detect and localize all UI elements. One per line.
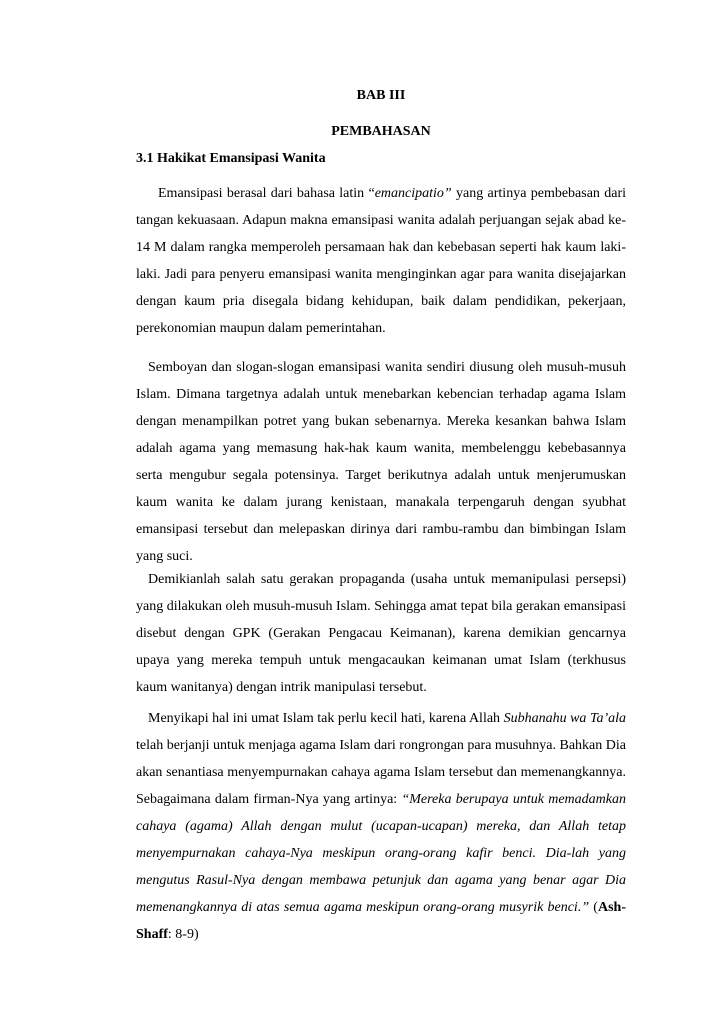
paragraph-1 [136,180,626,342]
paragraph-1-text-c: yang artinya pembebasan dari tangan kekuasaan. Adapun makna emansipasi wanita adalah perjuangan sejak abad ke-14 M dalam rangka memperoleh persamaan hak dan kebebasan seperti hak kaum laki-laki. Jadi para penyeru emansipasi wanita menginginkan agar para wanita disejajarkan dengan kaum pria disegala bidang kehidupan, baik dalam pendidikan, pekerjaan, perekonomian maupun dalam pemerintahan. [136,186,626,336]
paragraph-3: Demikianlah salah satu gerakan propaganda (usaha untuk memanipulasi persepsi) yang dilakukan oleh musuh-musuh Islam. Sehingga amat tepat bila gerakan emansipasi disebut dengan GPK (Gerakan Pengacau Keimanan), karena demikian gencarnya upaya yang mereka tempuh untuk mengacaukan keimanan umat Islam (terkhusus kaum wanitanya) dengan intrik manipulasi tersebut. [136,572,626,695]
section-title: 3.1 Hakikat Emansipasi Wanita [136,151,326,166]
paragraph-1-text-a: Emansipasi berasal dari bahasa latin “ [158,186,375,201]
paragraph-4-quote: “Mereka berupaya untuk memadamkan cahaya (agama) Allah dengan mulut (ucapan-ucapan) mereka, dan Allah tetap menyempurnakan cahaya-Nya meskipun orang-orang kafir benci. Dia-lah yang mengutus Rasul-Nya dengan membawa petunjuk dan agama yang benar agar Dia memenangkannya di atas semua agama meskipun orang-orang musyrik benci.” [136,792,626,915]
paragraph-2: Semboyan dan slogan-slogan emansipasi wanita sendiri diusung oleh musuh-musuh Islam. Dimana targetnya adalah untuk menebarkan kebencian terhadap agama Islam dengan menampilkan potret yang bukan sebenarnya. Mereka kesankan bahwa Islam adalah agama yang memasung hak-hak kaum wanita, membelenggu kebebasannya serta mengubur segala potensinya. Target berikutnya adalah untuk menjerumuskan kaum wanita ke dalam jurang kenistaan, manakala terpengaruh dengan syubhat emansipasi tersebut dan melepaskan dirinya dari rambu-rambu dan bimbingan Islam yang suci. [136,360,626,564]
paragraph-4-text-e: ( [589,900,598,915]
paragraph-4-text-a: Menyikapi hal ini umat Islam tak perlu kecil hati, karena Allah [148,711,504,726]
paragraph-1-latin-term: emancipatio” [374,186,452,201]
paragraph-4 [136,705,626,948]
paragraph-4-text-g: : 8-9) [167,927,199,942]
chapter-heading: BAB III [356,88,406,103]
chapter-title: PEMBAHASAN [331,124,431,139]
paragraph-4-text-c: telah berjanji untuk menjaga agama Islam dari rongrongan para musuhnya. Bahkan Dia akan senantiasa menyempurnakan cahaya agama Islam tersebut dan memenangkannya. Sebagaimana dalam firman-Nya yang artinya: [136,738,626,807]
paragraph-4-honorific: Subhanahu wa Ta’ala [503,711,627,726]
surah-reference: Ash-Shaff [136,900,626,942]
